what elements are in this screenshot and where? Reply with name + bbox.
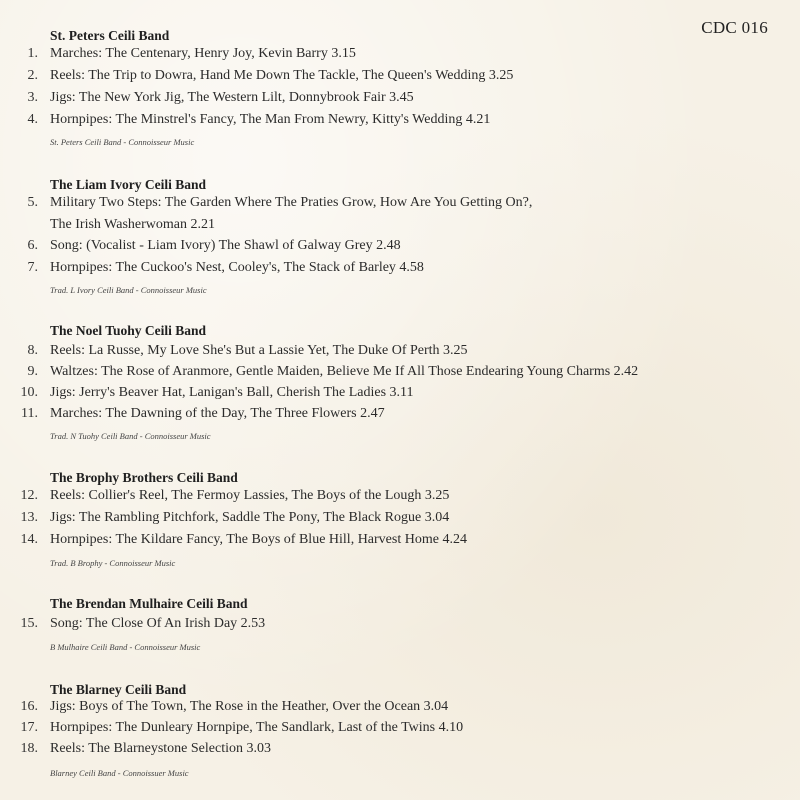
track-title: Reels: The Trip to Dowra, Hand Me Down The Tackle, The Queen's Wedding 3.25: [50, 68, 514, 83]
track-row: [0, 87, 800, 109]
track-row: [0, 485, 800, 507]
track-number: 4.: [27, 112, 38, 127]
track-number: 9.: [27, 364, 38, 379]
track-number: 6.: [27, 238, 38, 253]
track-title: Hornpipes: The Cuckoo's Nest, Cooley's, The Stack of Barley 4.58: [50, 260, 424, 275]
track-number: 15.: [20, 616, 38, 631]
band-name: The Liam Ivory Ceili Band: [50, 177, 207, 192]
track-row: [0, 696, 800, 718]
track-number: 14.: [20, 532, 38, 547]
track-number: 7.: [27, 260, 38, 275]
track-number: 17.: [20, 720, 38, 735]
track-title: Reels: La Russe, My Love She's But a Lassie Yet, The Duke Of Perth 3.25: [50, 343, 468, 358]
band-credit: Trad. L Ivory Ceili Band - Connoisseur Music: [50, 285, 207, 295]
track-title: Reels: Collier's Reel, The Fermoy Lassies, The Boys of the Lough 3.25: [50, 488, 450, 503]
track-title: Hornpipes: The Kildare Fancy, The Boys of Blue Hill, Harvest Home 4.24: [50, 532, 467, 547]
track-row: [0, 403, 800, 425]
band-name: The Brophy Brothers Ceili Band: [50, 470, 238, 485]
track-title-continuation: The Irish Washerwoman 2.21: [50, 217, 216, 232]
catalog-number: CDC 016: [701, 18, 768, 37]
track-row: [0, 43, 800, 65]
track-row: [0, 529, 800, 551]
track-row: [0, 507, 800, 529]
track-number: 12.: [20, 488, 38, 503]
track-title: Jigs: The New York Jig, The Western Lilt, Donnybrook Fair 3.45: [50, 90, 414, 105]
track-title: Marches: The Dawning of the Day, The Three Flowers 2.47: [50, 406, 385, 421]
band-name: The Brendan Mulhaire Ceili Band: [50, 596, 248, 611]
track-row: [0, 235, 800, 257]
track-row: [0, 613, 800, 635]
track-title: Hornpipes: The Minstrel's Fancy, The Man From Newry, Kitty's Wedding 4.21: [50, 112, 491, 127]
track-title: Song: The Close Of An Irish Day 2.53: [50, 616, 266, 631]
track-row: [0, 257, 800, 279]
band-credit: Trad. B Brophy - Connoisseur Music: [50, 558, 176, 568]
track-title: Jigs: Jerry's Beaver Hat, Lanigan's Ball, Cherish The Ladies 3.11: [50, 385, 414, 400]
track-number: 3.: [27, 90, 38, 105]
track-title: Jigs: The Rambling Pitchfork, Saddle The Pony, The Black Rogue 3.04: [50, 510, 450, 525]
track-title: Song: (Vocalist - Liam Ivory) The Shawl of Galway Grey 2.48: [50, 238, 401, 253]
track-number: 1.: [27, 46, 38, 61]
track-number: 18.: [20, 741, 38, 756]
track-number: 8.: [27, 343, 38, 358]
track-number: 2.: [27, 68, 38, 83]
track-number: 13.: [20, 510, 38, 525]
band-name: St. Peters Ceili Band: [50, 28, 170, 43]
track-row: [0, 109, 800, 131]
track-title: Jigs: Boys of The Town, The Rose in the Heather, Over the Ocean 3.04: [50, 699, 449, 714]
band-credit: B Mulhaire Ceili Band - Connoisseur Music: [50, 642, 201, 652]
track-number: 10.: [20, 385, 38, 400]
track-title: Reels: The Blarneystone Selection 3.03: [50, 741, 271, 756]
track-title: Waltzes: The Rose of Aranmore, Gentle Maiden, Believe Me If All Those Endearing Young Charms 2.42: [50, 364, 639, 379]
track-title: Hornpipes: The Dunleary Hornpipe, The Sandlark, Last of the Twins 4.10: [50, 720, 464, 735]
band-name: The Noel Tuohy Ceili Band: [50, 323, 207, 338]
track-title: Military Two Steps: The Garden Where The Praties Grow, How Are You Getting On?,: [50, 195, 533, 210]
track-row: [0, 192, 800, 214]
track-row: [0, 717, 800, 739]
band-credit: St. Peters Ceili Band - Connoisseur Music: [50, 137, 195, 147]
track-number: 16.: [20, 699, 38, 714]
band-credit: Trad. N Tuohy Ceili Band - Connoisseur Music: [50, 431, 211, 441]
track-number: 5.: [27, 195, 38, 210]
track-title: Marches: The Centenary, Henry Joy, Kevin Barry 3.15: [50, 46, 356, 61]
track-row: [0, 738, 800, 760]
track-number: 11.: [21, 406, 38, 421]
band-credit: Blarney Ceili Band - Connoissuer Music: [50, 768, 189, 778]
band-name: The Blarney Ceili Band: [50, 682, 187, 697]
track-row: [0, 361, 800, 383]
track-row: [0, 382, 800, 404]
track-row: [0, 340, 800, 362]
track-row: [0, 65, 800, 87]
